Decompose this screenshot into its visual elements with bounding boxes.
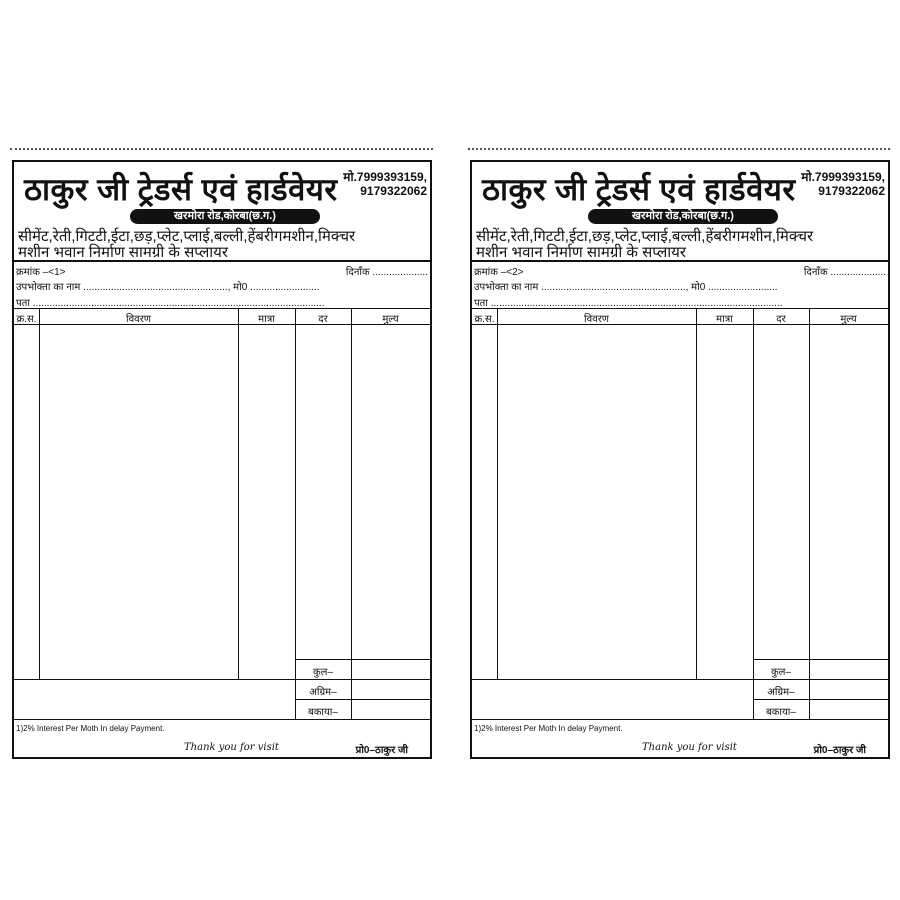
serial-number: क्रमांक –<2> <box>474 267 524 278</box>
balance-label: बकाया– <box>308 707 338 718</box>
products-line-1: सीमेंट,रेती,गिटटी,ईटा,छड़,प्लेट,प्लाई,बल्ली,हेंबरीगमशीन,मिक्चर <box>18 228 356 245</box>
phone-2: 9179322062 <box>818 184 885 198</box>
column-header-quantity: मात्रा <box>258 314 275 325</box>
column-line <box>809 308 810 719</box>
phone-1: मो.7999393159, <box>801 170 885 184</box>
shop-name: ठाकुर जी ट्रेडर्स एवं हार्डवेयर <box>24 172 338 207</box>
thank-you-text: Thank you for visit <box>642 742 737 753</box>
total-label: कुल– <box>770 667 792 678</box>
column-line <box>295 308 296 719</box>
column-line <box>351 308 352 719</box>
products-line-1: सीमेंट,रेती,गिटटी,ईटा,छड़,प्लेट,प्लाई,बल्ली,हेंबरीगमशीन,मिक्चर <box>476 228 814 245</box>
cut-line-right <box>468 148 890 150</box>
address-field[interactable]: पता ......................................................................................................... <box>16 298 325 309</box>
column-header-quantity: मात्रा <box>716 314 733 325</box>
divider <box>472 679 888 680</box>
column-header-description: विवरण <box>583 314 610 325</box>
divider <box>753 659 888 660</box>
customer-name-field[interactable]: उपभोक्ता का नाम ...................................................., मो0 ......................... <box>474 282 778 293</box>
bill-form-2 <box>470 160 890 759</box>
interest-note: 1)2% Interest Per Moth In delay Payment. <box>16 724 165 733</box>
divider <box>472 308 888 309</box>
advance-label: अग्रिम– <box>309 687 337 698</box>
address-badge: खरमोरा रोड,कोरबा(छ.ग.) <box>130 209 320 224</box>
column-header-amount: मुल्य <box>382 314 399 325</box>
interest-note: 1)2% Interest Per Moth In delay Payment. <box>474 724 623 733</box>
divider <box>753 699 888 700</box>
column-header-rate: दर <box>776 314 786 325</box>
divider <box>14 260 430 262</box>
thank-you-text: Thank you for visit <box>184 742 279 753</box>
proprietor-signature: प्रो0–ठाकुर जी <box>355 745 408 756</box>
column-line <box>753 308 754 719</box>
products-line-2: मशीन भवान निर्माण सामग्री के सप्लायर <box>18 244 229 261</box>
date-field[interactable]: दिनाँक .................... <box>803 267 886 278</box>
customer-name-field[interactable]: उपभोक्ता का नाम ...................................................., मो0 ......................... <box>16 282 320 293</box>
column-line <box>39 308 40 679</box>
phone-numbers <box>343 170 427 198</box>
divider <box>14 719 430 720</box>
address-badge: खरमोरा रोड,कोरबा(छ.ग.) <box>588 209 778 224</box>
address-field[interactable]: पता ......................................................................................................... <box>474 298 783 309</box>
advance-label: अग्रिम– <box>767 687 795 698</box>
phone-1: मो.7999393159, <box>343 170 427 184</box>
column-line <box>238 308 239 679</box>
divider <box>295 699 430 700</box>
serial-number: क्रमांक –<1> <box>16 267 66 278</box>
total-label: कुल– <box>312 667 334 678</box>
phone-numbers <box>801 170 885 198</box>
shop-name: ठाकुर जी ट्रेडर्स एवं हार्डवेयर <box>482 172 796 207</box>
divider <box>14 679 430 680</box>
column-header-serial: क्र.स. <box>474 314 495 325</box>
column-header-serial: क्र.स. <box>16 314 37 325</box>
column-header-amount: मुल्य <box>840 314 857 325</box>
products-line-2: मशीन भवान निर्माण सामग्री के सप्लायर <box>476 244 687 261</box>
proprietor-signature: प्रो0–ठाकुर जी <box>813 745 866 756</box>
balance-label: बकाया– <box>766 707 796 718</box>
divider <box>14 308 430 309</box>
divider <box>472 719 888 720</box>
bill-form-1 <box>12 160 432 759</box>
column-header-rate: दर <box>318 314 328 325</box>
cut-line-left <box>10 148 433 150</box>
divider <box>295 659 430 660</box>
date-field[interactable]: दिनाँक .................... <box>345 267 428 278</box>
column-header-description: विवरण <box>125 314 152 325</box>
phone-2: 9179322062 <box>360 184 427 198</box>
divider <box>472 260 888 262</box>
column-line <box>497 308 498 679</box>
column-line <box>696 308 697 679</box>
